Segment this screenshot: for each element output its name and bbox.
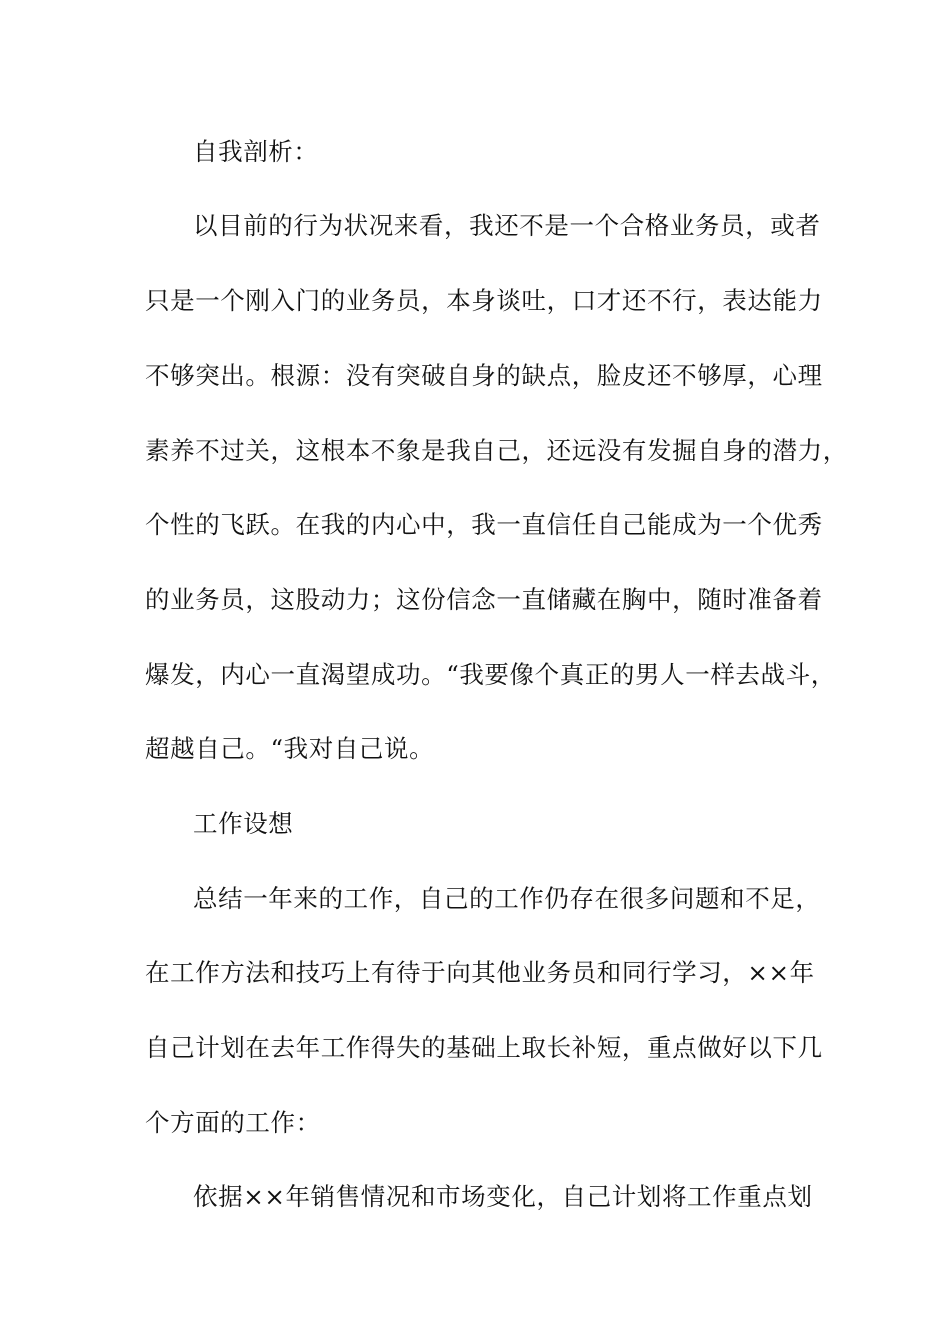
paragraph-line: 的业务员，这股动力；这份信念一直储藏在胸中，随时准备着 — [145, 585, 823, 614]
paragraph-line: 自己计划在去年工作得失的基础上取长补短，重点做好以下几 — [145, 1033, 823, 1062]
paragraph-line: 在工作方法和技巧上有待于向其他业务员和同行学习，××年 — [145, 958, 815, 987]
paragraph-line: 爆发，内心一直渴望成功。“我要像个真正的男人一样去战斗， — [145, 660, 836, 689]
paragraph-line: 素养不过关，这根本不象是我自己，还远没有发掘自身的潜力， — [145, 436, 848, 465]
section-heading-work-plan: 工作设想 — [193, 809, 294, 838]
paragraph-line: 以目前的行为状况来看，我还不是一个合格业务员，或者 — [193, 211, 821, 240]
paragraph-line: 个方面的工作： — [145, 1108, 321, 1137]
paragraph-line: 个性的飞跃。在我的内心中，我一直信任自己能成为一个优秀 — [145, 510, 823, 539]
paragraph-line: 只是一个刚入门的业务员，本身谈吐，口才还不行，表达能力 — [145, 286, 823, 315]
paragraph-line: 总结一年来的工作，自己的工作仍存在很多问题和不足， — [193, 884, 821, 913]
paragraph-line: 超越自己。“我对自己说。 — [145, 734, 435, 763]
paragraph-line: 依据××年销售情况和市场变化，自己计划将工作重点划 — [193, 1182, 813, 1211]
section-heading-self-analysis: 自我剖析： — [193, 137, 319, 166]
paragraph-line: 不够突出。根源：没有突破自身的缺点，脸皮还不够厚，心理 — [145, 361, 823, 390]
